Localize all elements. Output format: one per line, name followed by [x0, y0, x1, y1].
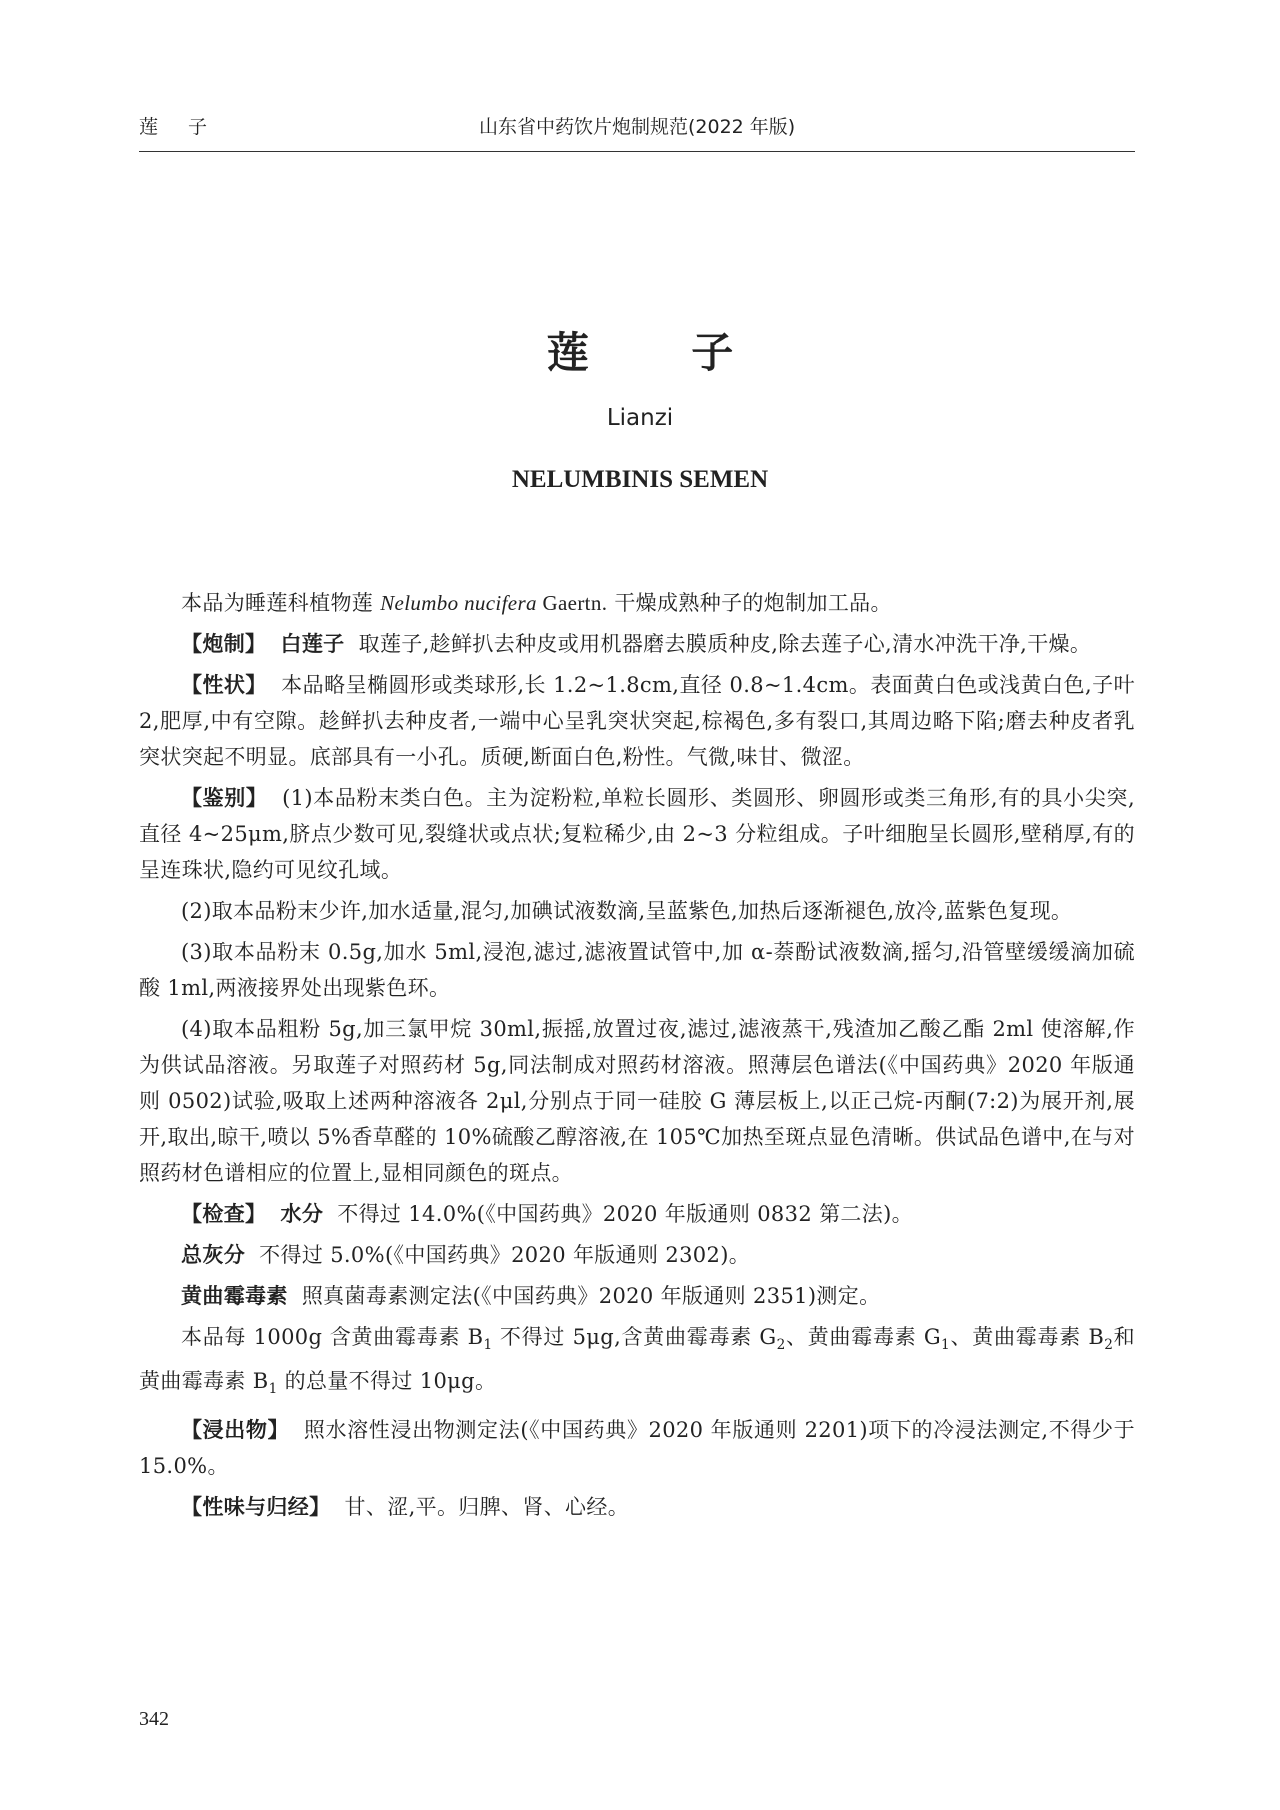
species-italic: Nelumbo nucifera	[380, 591, 537, 615]
identification-tag: 【鉴别】	[181, 786, 268, 810]
identification-item-1: (1)本品粉末类白色。主为淀粉粒,单粒长圆形、类圆形、卵圆形或类三角形,有的具小尖突,直径 4~25μm,脐点少数可见,裂缝状或点状;复粒稀少,由 2~3 分粒组成。子叶细胞呈长圆形,壁稍厚,有的呈连珠状,隐约可见纹孔域。	[139, 786, 1135, 882]
ash-label: 总灰分	[181, 1243, 246, 1267]
processing-tag: 【炮制】	[181, 632, 267, 656]
identification-item-3-paragraph	[139, 934, 1135, 1006]
description-text: 本品略呈椭圆形或类球形,长 1.2~1.8cm,直径 0.8~1.4cm。表面黄白色或浅黄白色,子叶 2,肥厚,中有空隙。趁鲜扒去种皮者,一端中心呈乳突状突起,棕褐色,多有裂口,其周边略下陷;磨去种皮者乳突状突起不明显。底部具有一小孔。质硬,断面白色,粉性。气微,味甘、微涩。	[139, 673, 1135, 769]
extract-section	[139, 1412, 1135, 1484]
limit-c: 、黄曲霉毒素 G	[785, 1325, 942, 1349]
intro-before: 本品为睡莲科植物莲	[181, 591, 381, 615]
limit-e: 和黄曲霉毒素 B	[139, 1325, 1135, 1394]
ash-paragraph	[139, 1237, 1135, 1273]
ash-text: 不得过 5.0%(《中国药典》2020 年版通则 2302)。	[259, 1243, 751, 1267]
processing-subtag: 白莲子	[280, 632, 345, 656]
property-text: 甘、涩,平。归脾、肾、心经。	[344, 1495, 630, 1520]
water-label: 水分	[280, 1202, 324, 1226]
property-tag: 【性味与归经】	[181, 1495, 331, 1520]
inspection-section	[139, 1196, 1135, 1232]
title-latin: NELUMBINIS SEMEN	[511, 466, 769, 493]
identification-item-2-paragraph	[139, 893, 1135, 929]
aflatoxin-paragraph	[139, 1278, 1135, 1314]
sub-b2: 2	[1104, 1337, 1114, 1354]
header-section-name: 莲 子	[139, 116, 220, 138]
sub-b1: 1	[483, 1337, 493, 1354]
limit-f: 的总量不得过 10μg。	[277, 1369, 497, 1394]
processing-text: 取莲子,趁鲜扒去种皮或用机器磨去膜质种皮,除去莲子心,清水冲洗干净,干燥。	[358, 632, 1092, 656]
extract-tag: 【浸出物】	[181, 1418, 290, 1443]
identification-section	[139, 780, 1135, 888]
intro-paragraph	[139, 585, 1135, 621]
limit-b: 不得过 5μg,含黄曲霉毒素 G	[492, 1325, 777, 1349]
aflatoxin-text: 照真菌毒素测定法(《中国药典》2020 年版通则 2351)测定。	[301, 1284, 881, 1308]
property-section	[139, 1489, 1135, 1525]
sub-g2: 2	[776, 1337, 786, 1354]
sub-b1-total: 1	[268, 1381, 278, 1398]
aflatoxin-label: 黄曲霉毒素	[181, 1284, 288, 1308]
water-text: 不得过 14.0%(《中国药典》2020 年版通则 0832 第二法)。	[337, 1202, 914, 1226]
extract-text: 照水溶性浸出物测定法(《中国药典》2020 年版通则 2201)项下的冷浸法测定,不得少于 15.0%。	[139, 1418, 1136, 1479]
identification-item-4-paragraph	[139, 1011, 1135, 1191]
sub-g1: 1	[941, 1337, 951, 1354]
header-divider	[139, 151, 1135, 152]
species-name	[380, 591, 607, 615]
identification-item-2: (2)取本品粉末少许,加水适量,混匀,加碘试液数滴,呈蓝紫色,加热后逐渐褪色,放冷,蓝紫色复现。	[181, 899, 1073, 923]
intro-after: 干燥成熟种子的炮制加工品。	[607, 591, 892, 615]
description-section	[139, 667, 1135, 775]
running-header	[139, 112, 1135, 152]
header-book-title: 山东省中药饮片炮制规范(2022 年版)	[479, 116, 796, 138]
identification-item-4: (4)取本品粗粉 5g,加三氯甲烷 30ml,振摇,放置过夜,滤过,滤液蒸干,残渣加乙酸乙酯 2ml 使溶解,作为供试品溶液。另取莲子对照药材 5g,同法制成对照药材溶液。照薄层色谱法(《中国药典》2020 年版通则 0502)试验,吸取上述两种溶液各 2μl,分别点于同一硅胶 G 薄层板上,以正己烷-丙酮(7:2)为展开剂,展开,取出,晾干,喷以 5%香草醛的 10%硫酸乙醇溶液,在 105℃加热至斑点显色清晰。供试品色谱中,在与对照药材色谱相应的位置上,显相同颜色的斑点。	[139, 1017, 1135, 1185]
processing-section	[139, 626, 1135, 662]
limit-a: 本品每 1000g 含黄曲霉毒素 B	[181, 1325, 484, 1349]
title-pinyin: Lianzi	[606, 405, 674, 431]
page-title: 莲 子	[546, 328, 778, 377]
aflatoxin-limit-paragraph	[139, 1319, 1135, 1407]
inspection-tag: 【检查】	[181, 1202, 267, 1226]
species-author: Gaertn.	[536, 591, 608, 615]
monograph-body	[139, 585, 1135, 1530]
limit-d: 、黄曲霉毒素 B	[950, 1325, 1105, 1349]
page-number: 342	[139, 1708, 169, 1730]
description-tag: 【性状】	[181, 673, 267, 697]
identification-item-3: (3)取本品粉末 0.5g,加水 5ml,浸泡,滤过,滤液置试管中,加 α-萘酚试液数滴,摇匀,沿管壁缓缓滴加硫酸 1ml,两液接界处出现紫色环。	[139, 940, 1135, 1000]
